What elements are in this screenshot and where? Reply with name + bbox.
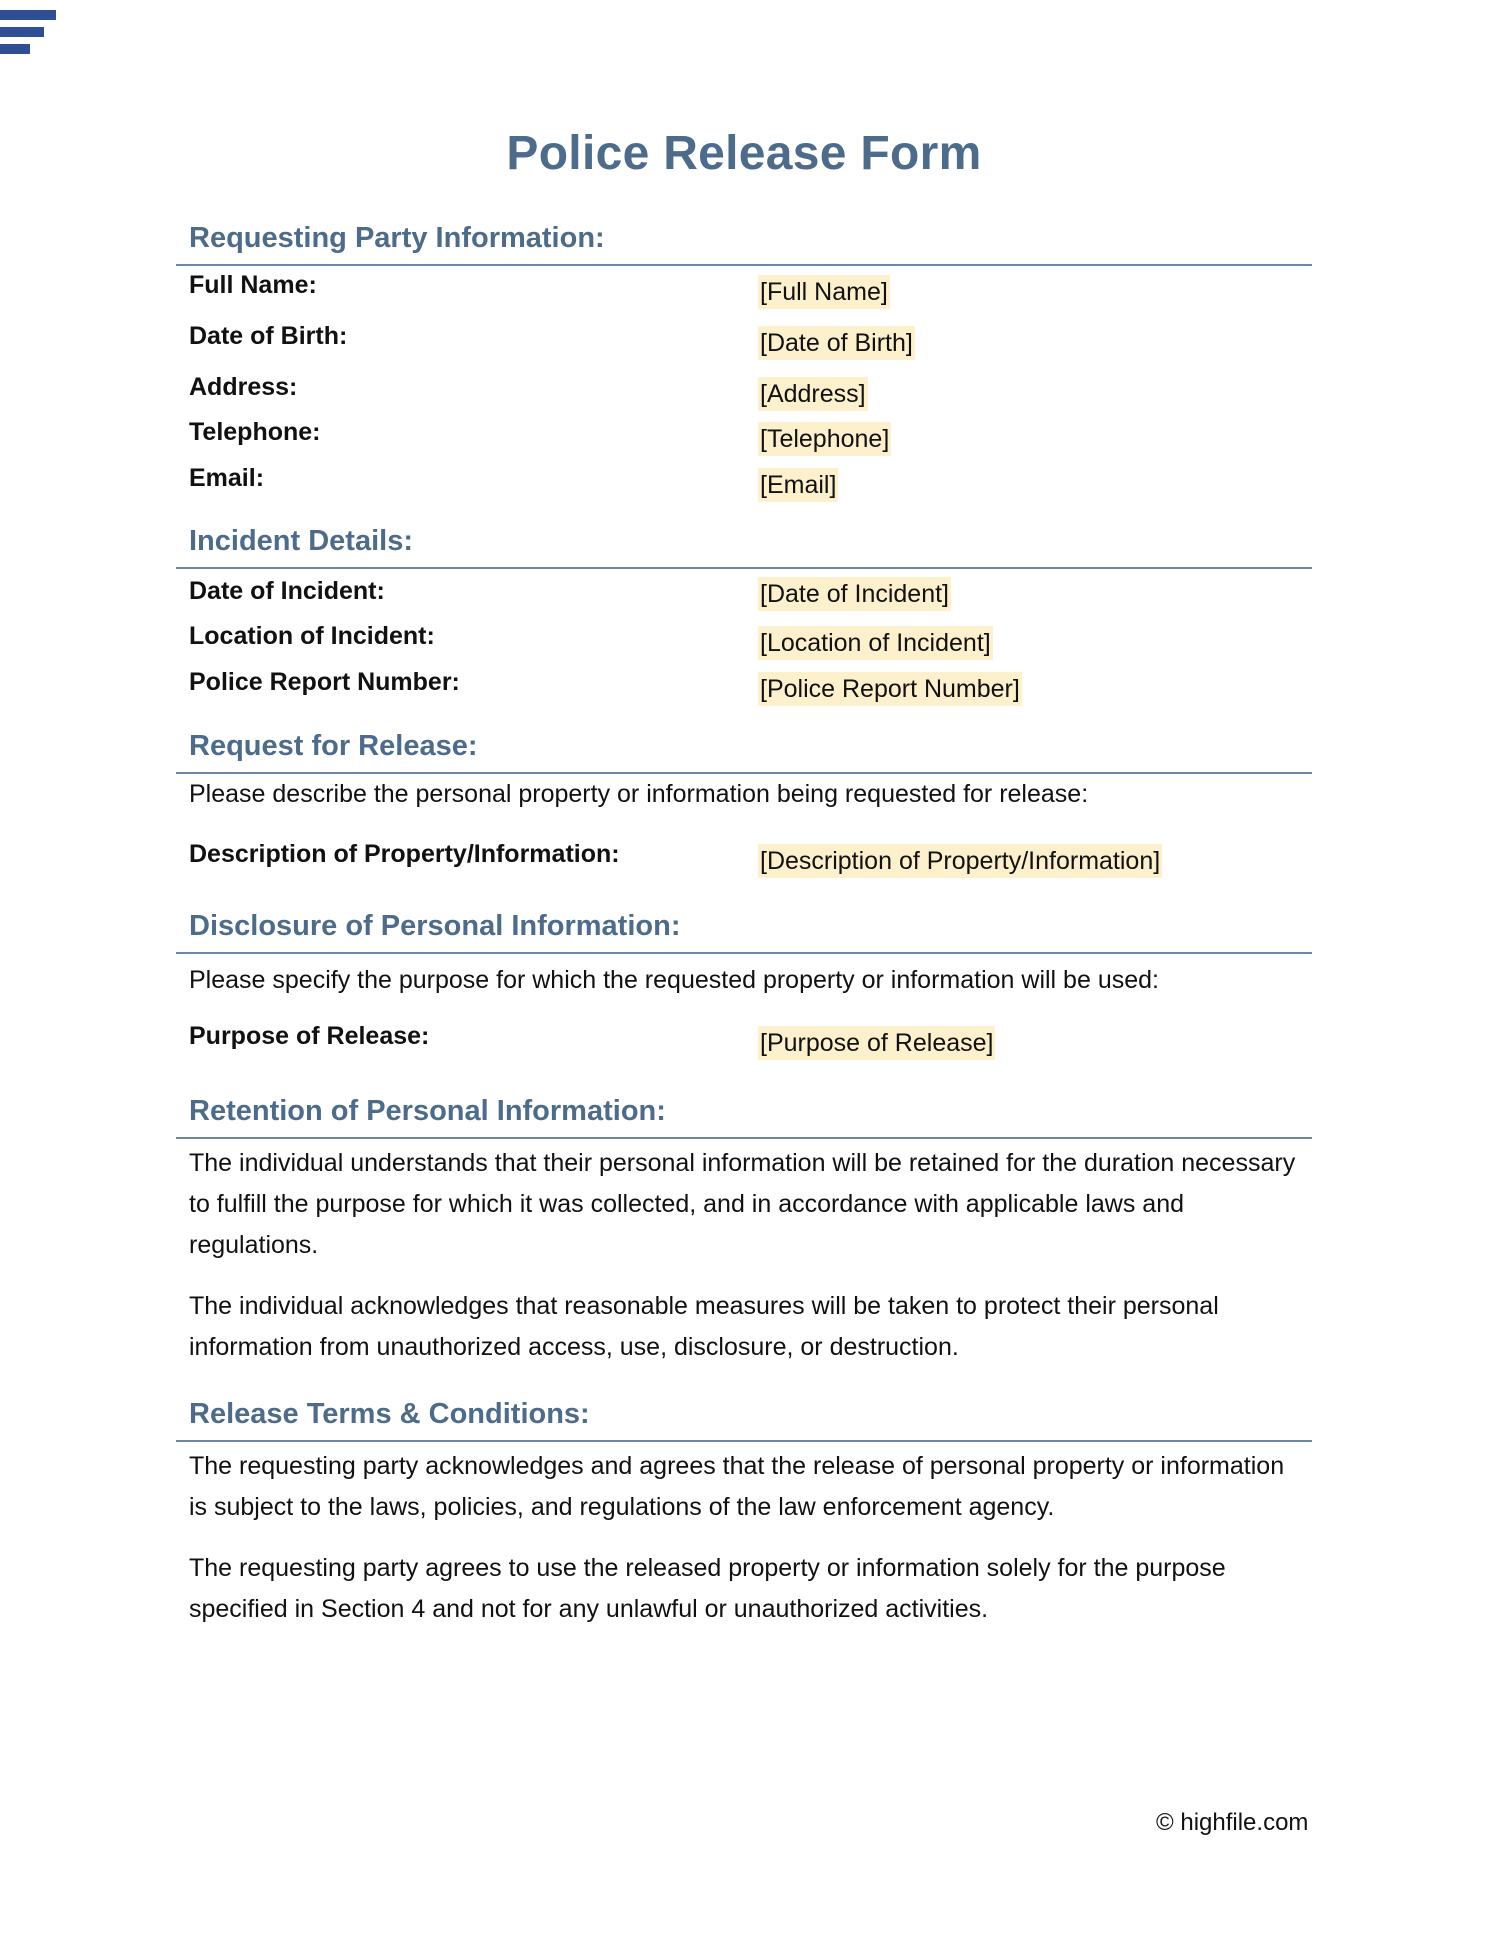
- section-incident-details: [176, 523, 1312, 703]
- section-intro: Please describe the personal property or information being requested for release:: [189, 780, 1089, 808]
- field-value[interactable]: [Date of Incident]: [758, 577, 951, 611]
- field-value[interactable]: [Description of Property/Information]: [758, 844, 1162, 878]
- field-value[interactable]: [Telephone]: [758, 422, 891, 456]
- field-label: Address:: [189, 373, 298, 401]
- section-heading: Incident Details:: [176, 523, 1312, 569]
- section-requesting-party: [176, 220, 1312, 499]
- footer-copyright[interactable]: © highfile.com: [1156, 1809, 1309, 1836]
- field-label: Email:: [189, 464, 265, 492]
- field-label: Full Name:: [189, 271, 317, 299]
- section-disclosure: [176, 908, 1312, 1057]
- field-label: Police Report Number:: [189, 668, 460, 696]
- field-label: Description of Property/Information:: [189, 840, 620, 868]
- section-retention: [176, 1093, 1312, 1361]
- section-intro: Please specify the purpose for which the requested property or information will be used:: [189, 966, 1159, 994]
- paragraph: The individual acknowledges that reasonable measures will be taken to protect their personal information from unauthorized access, use, disclosure, or destruction.: [189, 1292, 1219, 1361]
- section-heading: Request for Release:: [176, 728, 1312, 774]
- section-heading: Retention of Personal Information:: [176, 1093, 1312, 1139]
- field-label: Date of Incident:: [189, 577, 385, 605]
- paragraph: The requesting party acknowledges and agrees that the release of personal property or information is subject to the laws, policies, and regulations of the law enforcement agency.: [189, 1452, 1285, 1521]
- section-heading: Disclosure of Personal Information:: [176, 908, 1312, 954]
- field-value[interactable]: [Address]: [758, 377, 868, 411]
- section-heading: Requesting Party Information:: [176, 220, 1312, 266]
- section-request-for-release: [176, 728, 1312, 875]
- field-label: Purpose of Release:: [189, 1022, 430, 1050]
- field-value[interactable]: [Purpose of Release]: [758, 1026, 995, 1060]
- field-value[interactable]: [Full Name]: [758, 275, 890, 309]
- page-title: Police Release Form: [506, 127, 982, 180]
- field-value[interactable]: [Police Report Number]: [758, 672, 1022, 706]
- paragraph: The individual understands that their personal information will be retained for the duration necessary to fulfill the purpose for which it was collected, and in accordance with applicable laws and regulations.: [189, 1149, 1296, 1259]
- field-label: Telephone:: [189, 418, 321, 446]
- field-label: Date of Birth:: [189, 322, 348, 350]
- field-value[interactable]: [Location of Incident]: [758, 626, 993, 660]
- field-value[interactable]: [Date of Birth]: [758, 326, 915, 360]
- field-value[interactable]: [Email]: [758, 468, 838, 502]
- section-terms: [176, 1396, 1312, 1623]
- menu-lines-icon: [0, 10, 56, 61]
- field-label: Location of Incident:: [189, 622, 435, 650]
- section-heading: Release Terms & Conditions:: [176, 1396, 1312, 1442]
- paragraph: The requesting party agrees to use the released property or information solely for the purpose specified in Section 4 and not for any unlawful or unauthorized activities.: [189, 1554, 1226, 1623]
